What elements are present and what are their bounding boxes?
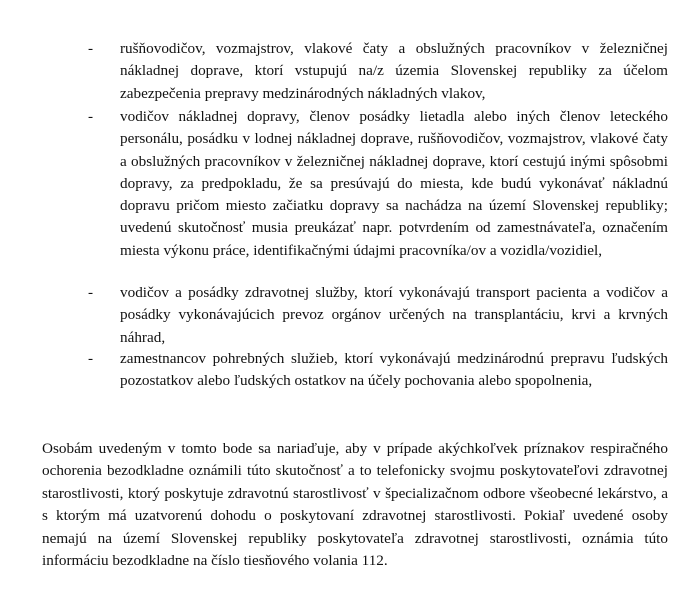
bullet-text: rušňovodičov, vozmajstrov, vlakové čaty a obslužných pracovníkov v železničnej nákladnej doprave, ktorí vstupujú na/z územia Slovenskej republiky za účelom zabezpečenia prepravy medzinárodných nákladných vlakov, (120, 40, 668, 102)
bullet-dash: - (88, 284, 94, 301)
bullet-dash: - (88, 40, 94, 57)
bullet-text: zamestnancov pohrebných služieb, ktorí vykonávajú medzinárodnú prepravu ľudských pozostatkov alebo ľudských ostatkov na účely pochovania alebo spopolnenia, (120, 350, 668, 390)
bullet-dash: - (88, 350, 94, 367)
body-paragraph: Osobám uvedeným v tomto bode sa nariaďuje, aby v prípade akýchkoľvek príznakov respiračného ochorenia bezodkladne oznámili túto skutočnosť a to telefonicky svojmu poskytovateľovi zdravotnej starostlivosti, ktorý poskytuje zdravotnú starostlivosť v špecializačnom odbore všeobecné lekárstvo, a s ktorým má uzatvorenú dohodu o poskytovaní zdravotnej starostlivosti. Pokiaľ uvedené osoby nemajú na území Slovenskej republiky poskytovateľa zdravotnej starostlivosti, oznámia túto informáciu bezodkladne na číslo tiesňového volania 112. (42, 440, 668, 570)
bullet-text: vodičov a posádky zdravotnej služby, ktorí vykonávajú transport pacienta a vodičov a posádky vykonávajúcich prevoz orgánov určených na transplantáciu, krvi a krvných náhrad, (120, 284, 668, 346)
bullet-dash: - (88, 108, 94, 125)
bullet-text: vodičov nákladnej dopravy, členov posádky lietadla alebo iných členov leteckého personálu, posádku v lodnej nákladnej doprave, rušňovodičov, vozmajstrov, vlakové čaty a obslužných pracovníkov v železničnej nákladnej doprave, ktorí cestujú inými spôsobmi dopravy, za predpokladu, že sa presúvajú do miesta, kde budú vykonávať nákladnú dopravu pričom miesto začiatku dopravy sa nachádza na území Slovenskej republiky; uvedenú skutočnosť musia preukázať napr. potvrdením od zamestnávateľa, označením miesta výkonu práce, identifikačnými údajmi pracovníka/ov a vozidla/vozidiel, (120, 108, 668, 259)
